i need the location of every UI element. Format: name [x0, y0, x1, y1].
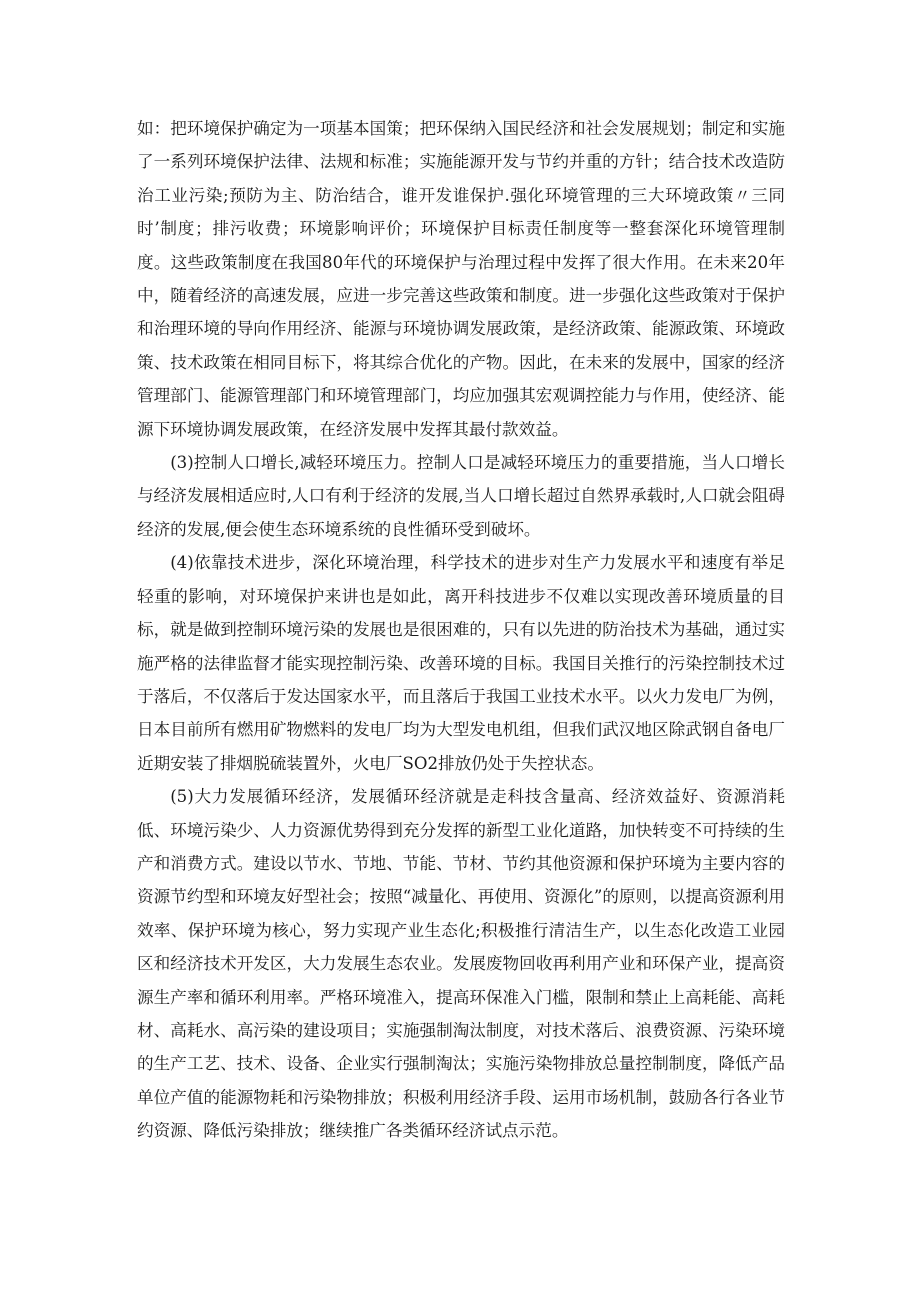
paragraph-circular-economy: (5)大力发展循环经济，发展循环经济就是走科技含量高、经济效益好、资源消耗低、环境污染少、人力资源优势得到充分发挥的新型工业化道路，加快转变不可持续的生产和消费方式。建设以节水、节地、节能、节材、节约其他资源和保护环境为主要内容的资源节约型和环境友好型社会；按照“减量化、再使用、资源化”的原则，以提高资源利用效率、保护环境为核心，努力实现产业生态化;积极推行清洁生产，以生态化改造工业园区和经济技术开发区，大力发展生态农业。发展废物回收再利用产业和环保产业，提高资源生产率和循环利用率。严格环境准入，提高环保准入门槛，限制和禁止上高耗能、高耗材、高耗水、高污染的建设项目；实施强制淘汰制度，对技术落后、浪费资源、污染环境的生产工艺、技术、设备、企业实行强制淘汰；实施污染物排放总量控制制度，降低产品单位产值的能源物耗和污染物排放；积极利用经济手段、运用市场机制，鼓励各行各业节约资源、降低污染排放；继续推广各类循环经济试点示范。 — [137, 787, 785, 1141]
paragraph-population-control: (3)控制人口增长,减轻环境压力。控制人口是减轻环境压力的重要措施，当人口增长与经济发展相适应时,人口有利于经济的发展,当人口增长超过自然界承载时,人口就会阻碍经济的发展,便会使生态环境系统的良性循环受到破坏。 — [137, 453, 785, 539]
paragraph-technology-progress: (4)依靠技术进步，深化环境治理，科学技术的进步对生产力发展水平和速度有举足轻重的影响，对环境保护来讲也是如此，离开科技进步不仅难以实现改善环境质量的目标，就是做到控制环境污染的发展也是很困难的，只有以先进的防治技术为基础，通过实施严格的法律监督才能实现控制污染、改善环境的目标。我国目关推行的污染控制技术过于落后，不仅落后于发达国家水平，而且落后于我国工业技术水平。以火力发电厂为例，日本目前所有燃用矿物燃料的发电厂均为大型发电机组，但我们武汉地区除武钢自备电厂近期安装了排烟脱硫装置外，火电厂SO2排放仍处于失控状态。 — [137, 553, 785, 773]
document-body — [137, 112, 785, 1148]
paragraph-environmental-policy: 如：把环境保护确定为一项基本国策；把环保纳入国民经济和社会发展规划；制定和实施了一系列环境保护法律、法规和标准；实施能源开发与节约并重的方针；结合技术改造防治工业污染;预防为主、防治结合，谁开发谁保护.强化环境管理的三大环境政策〃三同时’制度；排污收费；环境影响评价；环境保护目标责任制度等一整套深化环境管理制度。这些政策制度在我国80年代的环境保护与治理过程中发挥了很大作用。在未来20年中，随着经济的高速发展，应进一步完善这些政策和制度。进一步强化这些政策对于保护和治理环境的导向作用经济、能源与环境协调发展政策，是经济政策、能源政策、环境政策、技术政策在相同目标下，将其综合优化的产物。因此，在未来的发展中，国家的经济管理部门、能源管理部门和环境管理部门，均应加强其宏观调控能力与作用，使经济、能源下环境协调发展政策，在经济发展中发挥其最付款效益。 — [137, 119, 785, 439]
